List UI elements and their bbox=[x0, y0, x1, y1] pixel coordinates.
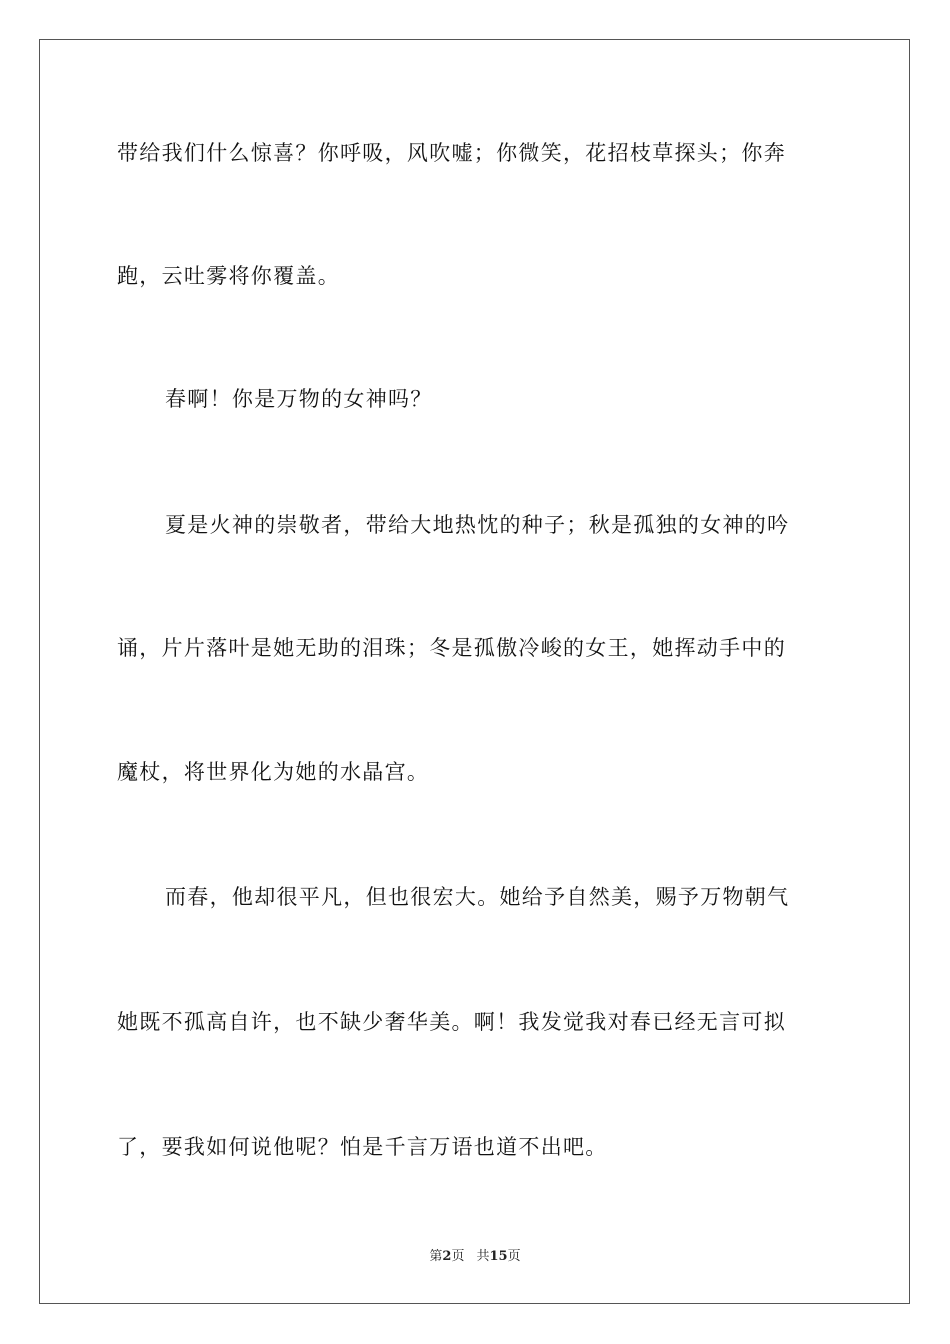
text-line-2: 跑，云吐雾将你覆盖。 bbox=[117, 264, 340, 288]
text-line-5: 诵，片片落叶是她无助的泪珠；冬是孤傲冷峻的女王，她挥动手中的 bbox=[117, 636, 786, 660]
text-line-1: 带给我们什么惊喜？你呼吸，风吹嘘；你微笑，花招枝草探头；你奔 bbox=[117, 141, 786, 165]
text-line-8: 她既不孤高自许，也不缺少奢华美。啊！我发觉我对春已经无言可拟 bbox=[117, 1010, 786, 1034]
footer-page-prefix: 第 bbox=[429, 1249, 443, 1264]
page-border bbox=[39, 39, 910, 1304]
text-line-9: 了，要我如何说他呢？怕是千言万语也道不出吧。 bbox=[117, 1135, 608, 1159]
footer-total-prefix: 共 bbox=[476, 1249, 490, 1264]
footer-total-pages: 15 bbox=[489, 1249, 508, 1264]
footer-total-suffix: 页 bbox=[507, 1249, 521, 1264]
text-line-4: 夏是火神的崇敬者，带给大地热忱的种子；秋是孤独的女神的吟 bbox=[165, 513, 790, 537]
footer-page-number: 2 bbox=[442, 1249, 452, 1264]
text-line-7: 而春，他却很平凡，但也很宏大。她给予自然美，赐予万物朝气 bbox=[165, 885, 790, 909]
text-line-3: 春啊！你是万物的女神吗？ bbox=[165, 387, 433, 411]
footer-page-suffix: 页 bbox=[451, 1249, 465, 1264]
text-line-6: 魔杖，将世界化为她的水晶宫。 bbox=[117, 760, 430, 784]
page-footer bbox=[0, 1249, 950, 1265]
